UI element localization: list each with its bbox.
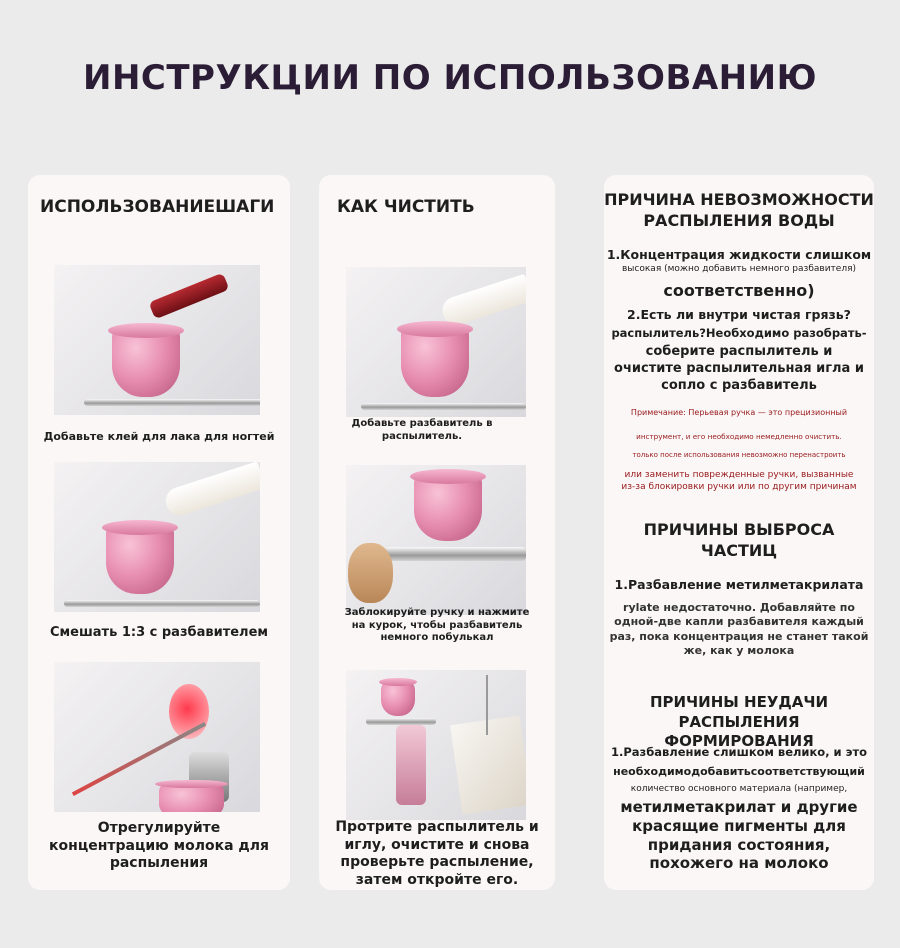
airbrush-body [386, 547, 526, 561]
airbrush-body [366, 718, 436, 725]
no-spray-p1a: 1.Концентрация жидкости слишком [606, 247, 872, 262]
finger [348, 543, 393, 603]
paint-cup [159, 782, 224, 812]
step3-caption: Отрегулируйте концентрацию молока для распыления [49, 820, 269, 871]
paint-cup [381, 680, 415, 716]
airbrush-body [361, 403, 526, 410]
clean1-image [346, 267, 526, 417]
no-spray-title: ПРИЧИНА НЕВОЗМОЖНОСТИ РАСПЫЛЕНИЯ ВОДЫ [604, 190, 874, 230]
forming-p4: метилметакрилат и другие красящие пигменты для придания состояния, похожего на молоко [620, 798, 858, 873]
note-line3: только после использования невозможно перенастроить [632, 451, 846, 459]
pipette [439, 274, 526, 328]
particles-title: ПРИЧИНЫ ВЫБРОСА ЧАСТИЦ [643, 520, 835, 560]
wipe-tissue [450, 716, 526, 815]
step1-image [54, 265, 260, 415]
paint-cup [106, 524, 174, 594]
no-spray-p2c: соберите распылитель и очистите распылительная игла и сопло с разбавитель [614, 344, 864, 393]
step2-caption: Смешать 1:3 с разбавителем [49, 625, 269, 640]
cleaning-title: КАК ЧИСТИТЬ [337, 197, 475, 217]
compressor [396, 725, 426, 805]
paint-cup [401, 325, 469, 397]
clean3-caption: Протрите распылитель и иглу, очистите и снова проверьте распыление, затем откройте его. [335, 819, 539, 888]
note-line1: Примечание: Перьевая ручка — это прецизионный [630, 408, 848, 417]
clean1-caption: Добавьте разбавитель в распылитель. [351, 418, 493, 442]
particles-p2: rylate недостаточно. Добавляйте по одной-две капли разбавителя каждый раз, пока концентрация не станет такой же, как у молока [609, 601, 869, 657]
step2-image [54, 462, 260, 612]
forming-title: ПРИЧИНЫ НЕУДАЧИ РАСПЫЛЕНИЯ ФОРМИРОВАНИЯ [649, 693, 829, 750]
note-line4: или заменить поврежденные ручки, вызванные из-за блокировки ручки или по другим причинам [621, 470, 857, 492]
usage-steps-title: ИСПОЛЬЗОВАНИЕШАГИ [40, 197, 275, 217]
paint-cup [112, 327, 180, 397]
no-spray-p1c: соответственно) [663, 281, 815, 300]
clean2-caption: Заблокируйте ручку и нажмите на курок, чтобы разбавитель немного побулькал [344, 607, 530, 643]
no-spray-p2a: 2.Есть ли внутри чистая грязь? [627, 307, 851, 322]
airbrush-body [84, 399, 260, 406]
page-title: ИНСТРУКЦИИ ПО ИСПОЛЬЗОВАНИЮ [83, 58, 817, 98]
clean3-image [346, 670, 526, 820]
nail-glue-brush [149, 273, 230, 320]
no-spray-p1b: высокая (можно добавить немного разбавителя) [622, 264, 856, 274]
no-spray-p2b: распылитель?Необходимо разобрать- [611, 326, 867, 340]
note-line2: инструмент, и его необходимо немедленно очистить. [636, 432, 842, 441]
particles-p1: 1.Разбавление метилметакрилата [614, 577, 864, 592]
forming-p2: необходимодобавитьсоответствующий [613, 765, 865, 778]
airbrush-body [64, 600, 260, 607]
troubleshooting-card [604, 175, 874, 890]
step3-image [54, 662, 260, 812]
step1-caption: Добавьте клей для лака для ногтей [43, 430, 275, 443]
forming-p1: 1.Разбавление слишком велико, и это [610, 745, 868, 759]
needle [486, 675, 488, 735]
paint-cup [414, 473, 482, 541]
clean2-image [346, 465, 526, 615]
cleaning-card [319, 175, 555, 890]
pipette [162, 462, 260, 519]
forming-p3: количество основного материала (например, [630, 784, 848, 794]
usage-steps-card [28, 175, 290, 890]
